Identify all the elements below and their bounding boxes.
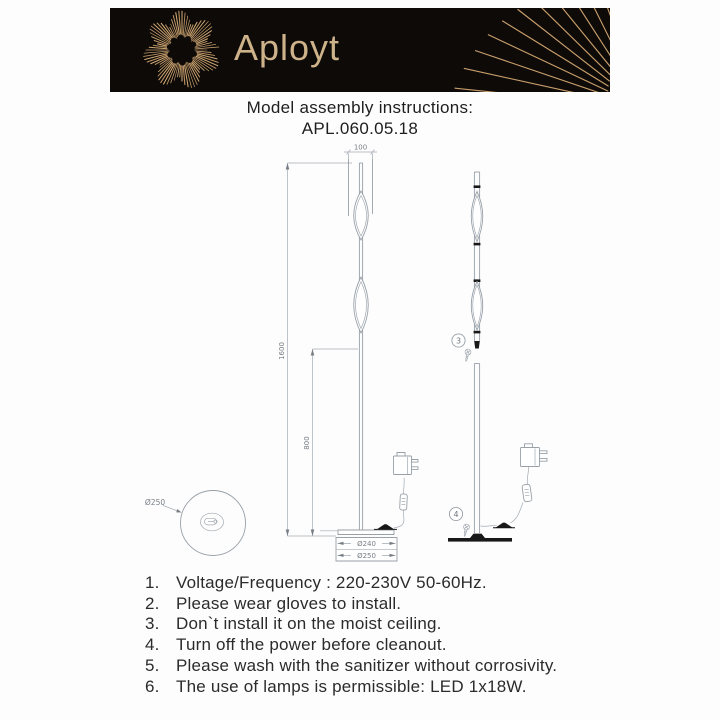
power-cord-side [481, 444, 548, 528]
brand-banner [110, 8, 610, 92]
dim-top-width [344, 144, 377, 160]
corner-rays-decoration [455, 8, 610, 92]
item-number: 1. [145, 573, 160, 592]
dim-total-height [278, 163, 352, 536]
item-number: 4. [145, 635, 160, 655]
leaf-diffuser-upper [354, 191, 369, 240]
dim-base-upper-label: Ø240 [357, 540, 376, 548]
item-number: 2. [145, 593, 160, 613]
item-text: Please wear gloves to install. [176, 593, 402, 613]
dim-base-diameter-label: Ø250 [144, 498, 166, 507]
screw-icon-upper [463, 349, 471, 362]
item-text: Don`t install it on the moist ceiling. [176, 614, 442, 634]
list-item [145, 656, 685, 677]
leaf-diffuser-lower [354, 277, 369, 333]
title-block [0, 97, 720, 139]
screw-icon-lower [462, 524, 470, 537]
pole-connector [474, 341, 480, 349]
cord-holder-icon [377, 524, 394, 529]
item-text: Turn off the power before cleanout. [176, 635, 447, 655]
base-side [448, 538, 512, 542]
cord-holder-icon-side [496, 523, 513, 528]
page-title: Model assembly instructions: [246, 98, 474, 117]
list-item [145, 614, 685, 635]
base-detail-view [145, 491, 246, 556]
base-front [320, 530, 397, 561]
item-text: Voltage/Frequency : 220-230V 50-60Hz. [176, 573, 487, 592]
inline-switch-icon-side [522, 484, 532, 502]
lamp-front [349, 159, 373, 530]
instructions-list [145, 573, 685, 697]
svg-text:4: 4 [453, 509, 459, 519]
technical-drawing [0, 140, 720, 600]
power-cord-front [374, 453, 418, 530]
svg-text:3: 3 [455, 336, 462, 346]
item-number: 5. [145, 655, 160, 675]
model-number: APL.060.05.18 [301, 119, 419, 138]
item-text: The use of lamps is permissible: LED 1x18W. [176, 676, 527, 696]
dim-base-diameter [145, 498, 182, 513]
list-item [145, 677, 685, 698]
item-text: Please wash with the sanitizer without corrosivity. [176, 655, 558, 675]
list-item [145, 635, 685, 656]
brand-name: Aployt [234, 27, 341, 68]
dim-total-height-label: 1600 [278, 342, 286, 360]
item-number: 3. [145, 614, 160, 634]
power-plug-icon [394, 453, 419, 475]
banner-decorations [110, 8, 610, 92]
lamp-side [448, 172, 512, 542]
dim-top-width-label: 100 [353, 143, 368, 152]
dim-base-lower-label: Ø250 [357, 552, 376, 560]
dim-pole-height-label: 800 [303, 436, 311, 450]
foot-switch-icon [205, 518, 218, 525]
starburst-logo-icon [144, 11, 219, 87]
dim-pole-height [303, 349, 358, 536]
list-item [145, 594, 685, 615]
side-view [448, 172, 547, 542]
front-view [278, 144, 418, 562]
inline-switch-icon [400, 494, 408, 510]
list-item [145, 573, 685, 594]
marker-3 [452, 334, 465, 347]
power-plug-icon-side [521, 444, 548, 467]
item-number: 6. [145, 676, 160, 696]
marker-4 [449, 507, 462, 520]
